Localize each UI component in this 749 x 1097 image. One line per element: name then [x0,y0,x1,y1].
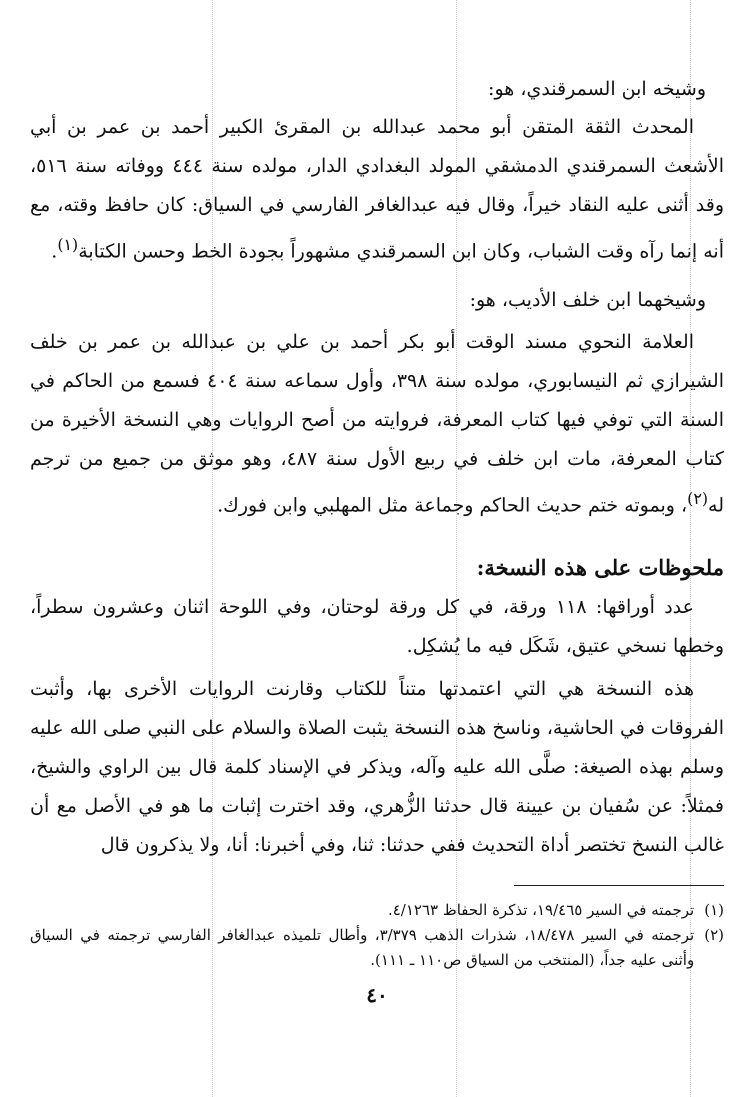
paragraph-manuscript-notes: هذه النسخة هي التي اعتمدتها متناً للكتاب وقارنت الروايات الأخرى بها، وأثبت الفروقات في الحاشية، وناسخ هذه النسخة يثبت الصلاة والسلام على النبي صلى الله عليه وسلم بهذه الصيغة: صلَّى الله عليه وآله، ويذكر في الإسناد كلمة قال بين الراوي والشيخ، فمثلاً: عن سُفيان بن عيينة قال حدثنا الزُّهري، وقد اخترت إثبات ما هو في الأصل مع أن غالب النسخ تختصر أداة التحديث ففي حدثنا: ثنا، وفي أخبرنا: أنا، ولا يذكرون قال [30,677,724,856]
intro-line: وشيخه ابن السمرقندي، هو: [488,78,706,100]
book-page [30,60,724,1090]
footnote-1 [30,898,724,923]
page-number: ٤٠ [366,982,388,1007]
footnote-ref-2: (٢) [687,489,709,509]
paragraph-text: العلامة النحوي مسند الوقت أبو بكر أحمد بن علي بن عبدالله بن عمر بن خلف الشيرازي ثم النيسابوري، مولده سنة ٣٩٨، وأول سماعه سنة ٤٠٤ فسمع من الحاكم في السنة التي توفي فيها كتاب المعرفة، فروايته من أصح الروايات وهي النسخة الأخيرة من كتاب المعرفة، مات ابن خلف في ربيع الأول سنة ٤٨٧، وهو موثق من جميع من ترجم له [30,331,724,517]
paragraph-pages-count: عدد أوراقها: ١١٨ ورقة، في كل ورقة لوحتان، وفي اللوحة اثنان وعشرون سطراً، وخطها نسخي عتيق، شَكَل فيه ما يُشكِل. [30,595,724,657]
footnote-separator [514,885,724,886]
paragraph-text: ، وبموته ختم حديث الحاكم وجماعة مثل المهلبي وابن فورك. [217,494,688,517]
footnote-text: ترجمته في السير ١٩/٤٦٥، تذكرة الحفاظ ٤/١٢٦٣. [387,900,695,919]
paragraph-text: المحدث الثقة المتقن أبو محمد عبدالله بن المقرئ الكبير أحمد بن عمر بن أبي الأشعث السمرقندي الدمشقي المولد البغدادي الدار، مولده سنة ٤٤٤ ووفاته سنة ٥١٦، وقد أثنى عليه النقاد خيراً، وقال فيه عبدالغافر الفارسي في السياق: كان حافظ وقته، مع أنه إنما رآه وقت الشباب، وكان ابن السمرقندي مشهوراً بجودة الخط وحسن الكتابة [30,116,724,263]
footnote-ref-1: (١) [57,235,79,254]
footnotes [30,898,724,973]
paragraph-end: . [51,240,58,263]
intro-line-2: وشيخهما ابن خلف الأديب، هو: [469,289,706,312]
footnote-text: ترجمته في السير ١٨/٤٧٨، شذرات الذهب ٣/٣٧٩، وأطال تلميذه عبدالغافر الفارسي ترجمته في السياق وأثنى عليه جداً، (المنتخب من السياق ص١١٠ ـ ١١١). [30,925,695,969]
paragraph-ibn-samarqandi [30,108,724,271]
footnote-2 [30,923,724,973]
paragraph-ibn-khalaf [30,323,724,525]
section-heading: ملحوظات على هذه النسخة: [476,554,724,580]
footnote-number: (٢) [704,925,724,944]
footnote-number: (١) [704,900,724,919]
